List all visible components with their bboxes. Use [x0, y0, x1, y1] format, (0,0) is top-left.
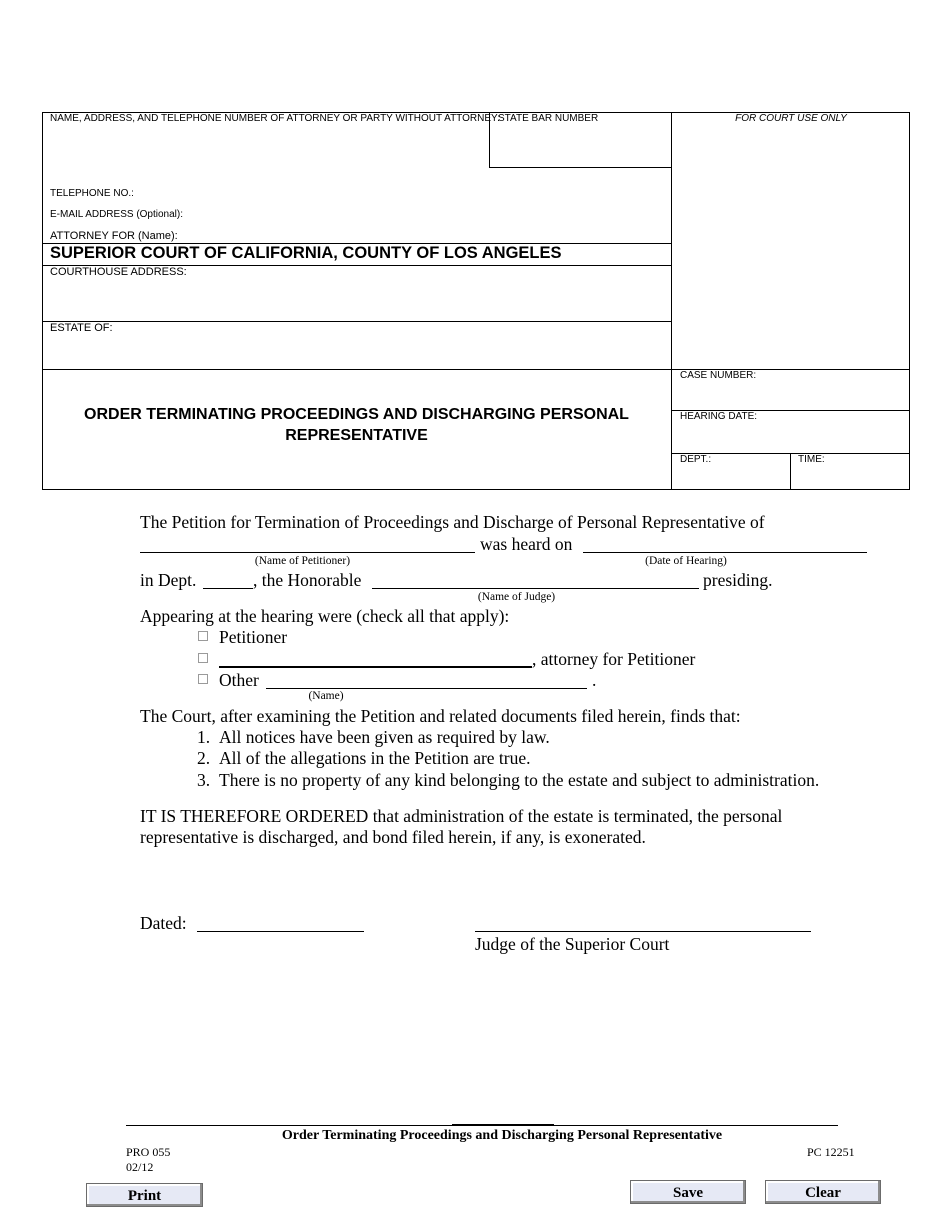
- telephone-label: TELEPHONE NO.:: [50, 188, 134, 199]
- time-field[interactable]: [792, 467, 908, 489]
- appearing-text: Appearing at the hearing were (check all that apply):: [140, 606, 510, 626]
- attorney-label: NAME, ADDRESS, AND TELEPHONE NUMBER OF ATTORNEY OR PARTY WITHOUT ATTORNEY:: [50, 113, 500, 124]
- case-number-label: CASE NUMBER:: [680, 370, 757, 381]
- other-period: .: [592, 670, 597, 690]
- dept-label: DEPT.:: [680, 454, 712, 465]
- other-checkbox[interactable]: [198, 674, 208, 684]
- order-line-1: IT IS THEREFORE ORDERED that administration of the estate is terminated, the personal: [140, 806, 783, 826]
- attorney-info-field[interactable]: [44, 126, 487, 184]
- footer-rule-accent: [452, 1124, 554, 1126]
- finding-text: All notices have been given as required by law.: [219, 727, 550, 747]
- date-of-hearing-caption: (Date of Hearing): [645, 555, 727, 567]
- estate-top-rule: [42, 321, 671, 322]
- estate-label: ESTATE OF:: [50, 322, 113, 334]
- form-number: PRO 055: [126, 1145, 171, 1159]
- state-bar-bottom: [489, 167, 671, 168]
- other-option: Other: [219, 670, 259, 690]
- attorney-name-line[interactable]: [219, 666, 532, 668]
- findings-intro: The Court, after examining the Petition and related documents filed herein, finds that:: [140, 706, 741, 726]
- finding-number: 2.: [197, 748, 211, 768]
- email-field[interactable]: [180, 206, 667, 222]
- dated-label: Dated:: [140, 913, 187, 933]
- petitioner-name-line[interactable]: [140, 552, 475, 553]
- hearing-date-line[interactable]: [583, 552, 867, 553]
- petitioner-checkbox[interactable]: [198, 631, 208, 641]
- caption-mid-rule: [42, 369, 910, 370]
- dept-field[interactable]: [673, 467, 789, 489]
- case-number-field[interactable]: [673, 384, 908, 409]
- clear-button[interactable]: Clear: [765, 1180, 881, 1204]
- finding-text: There is no property of any kind belonging to the estate and subject to administration.: [219, 770, 820, 790]
- the-honorable: , the Honorable: [253, 570, 362, 590]
- presiding: presiding.: [703, 570, 773, 590]
- telephone-field[interactable]: [132, 186, 667, 202]
- dept-time-divider: [790, 453, 791, 490]
- print-button[interactable]: Print: [86, 1183, 203, 1207]
- time-label: TIME:: [798, 454, 825, 465]
- attorney-for-field[interactable]: [180, 227, 667, 242]
- attorney-for-label: ATTORNEY FOR (Name):: [50, 230, 178, 242]
- court-use-label: FOR COURT USE ONLY: [735, 113, 847, 124]
- finding-number: 1.: [197, 727, 211, 747]
- courthouse-address-field[interactable]: [44, 280, 669, 320]
- courthouse-label: COURTHOUSE ADDRESS:: [50, 266, 187, 278]
- finding-text: All of the allegations in the Petition are true.: [219, 748, 531, 768]
- was-heard-on: was heard on: [480, 534, 573, 554]
- name-of-judge-caption: (Name of Judge): [477, 591, 556, 603]
- save-button[interactable]: Save: [630, 1180, 746, 1204]
- petitioner-option: Petitioner: [219, 627, 288, 647]
- email-label: E-MAIL ADDRESS (Optional):: [50, 209, 184, 220]
- state-bar-label: STATE BAR NUMBER: [498, 113, 599, 124]
- judge-signature-line[interactable]: [475, 931, 811, 932]
- estate-name-field[interactable]: [44, 336, 669, 368]
- intro-line: The Petition for Termination of Proceedings and Discharge of Personal Representative of: [140, 512, 765, 532]
- in-dept: in Dept.: [140, 570, 197, 590]
- attorney-checkbox[interactable]: [198, 653, 208, 663]
- court-name: SUPERIOR COURT OF CALIFORNIA, COUNTY OF LOS ANGELES: [50, 244, 562, 262]
- name-caption: (Name): [308, 690, 344, 702]
- form-date: 02/12: [126, 1160, 154, 1174]
- hearing-date-label: HEARING DATE:: [680, 411, 758, 422]
- attorney-for-petitioner: , attorney for Petitioner: [532, 649, 696, 669]
- code-reference: PC 12251: [807, 1145, 855, 1159]
- name-of-petitioner-caption: (Name of Petitioner): [254, 555, 351, 567]
- judge-caption: Judge of the Superior Court: [475, 934, 670, 954]
- court-use-divider: [671, 112, 672, 490]
- other-name-line[interactable]: [266, 688, 587, 689]
- judge-name-line[interactable]: [372, 588, 699, 589]
- form-title-line-2: REPRESENTATIVE: [285, 427, 428, 444]
- footer-title: Order Terminating Proceedings and Discharging Personal Representative: [281, 1128, 723, 1143]
- state-bar-field[interactable]: [491, 126, 669, 166]
- finding-number: 3.: [197, 770, 211, 790]
- dept-number-line[interactable]: [203, 588, 253, 589]
- hearing-date-field[interactable]: [673, 425, 908, 452]
- order-line-2: representative is discharged, and bond filed herein, if any, is exonerated.: [140, 827, 646, 847]
- form-title-line-1: ORDER TERMINATING PROCEEDINGS AND DISCHARGING PERSONAL: [84, 406, 629, 423]
- form-title: [42, 404, 671, 446]
- dated-line[interactable]: [197, 931, 364, 932]
